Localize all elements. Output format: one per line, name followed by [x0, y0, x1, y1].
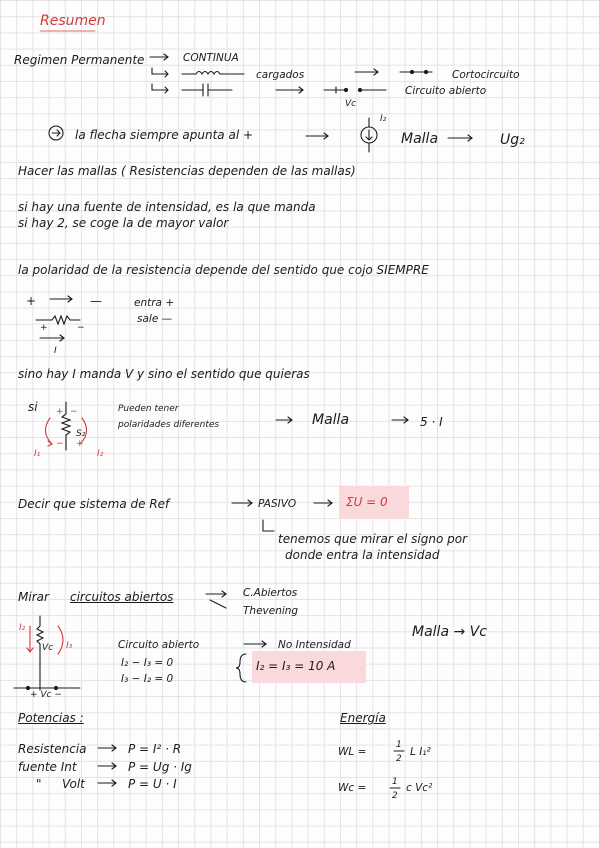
potencia-fuente-label: fuente Int	[18, 760, 77, 774]
flecha-arrow	[306, 133, 328, 139]
potencia-arrow-1	[98, 745, 116, 751]
regimen-label: Regimen Permanente	[14, 53, 145, 67]
c-abiertos-label: C.Abiertos	[243, 587, 298, 599]
mirar-i3-label: I₃	[66, 641, 73, 651]
fuente-line-2: si hay 2, se coge la de mayor valor	[18, 216, 229, 230]
wc-formula: c Vc²	[406, 782, 433, 794]
svg-text:+: +	[56, 407, 64, 417]
potencias-heading: Potencias :	[18, 711, 84, 725]
svg-text:−: −	[77, 323, 85, 333]
inductor-symbol	[182, 72, 244, 75]
plus-sign: +	[26, 294, 37, 308]
equation-brace	[236, 654, 246, 682]
i2-arrow	[27, 626, 33, 652]
si-arrow	[276, 417, 292, 423]
i2-label: I₂	[380, 114, 387, 124]
arrow-cargados	[355, 69, 378, 75]
si-label: si	[28, 400, 38, 414]
svg-text:−: −	[56, 439, 64, 449]
equation-2: I₃ − I₂ = 0	[121, 673, 174, 685]
si-result: 5 · I	[420, 415, 443, 429]
arrow-capacitor	[276, 87, 303, 93]
short-circuit-symbol	[400, 70, 432, 73]
mirar-resistor	[37, 616, 43, 662]
sino-line: sino hay I manda V y sino el sentido que quieras	[18, 367, 310, 381]
i1-label: I₁	[34, 449, 41, 459]
wl-half-num: 1	[396, 740, 402, 750]
pasivo-arrow	[314, 500, 332, 506]
mirar-vc-label: Vc	[42, 643, 54, 653]
wl-label: WL =	[338, 746, 367, 758]
cargados-label: cargados	[256, 69, 305, 81]
si-malla-label: Malla	[312, 412, 350, 428]
vc-polarity-label: + Vc −	[30, 690, 62, 700]
capacitor-symbol	[182, 84, 232, 96]
vc-label: Vc	[345, 99, 357, 109]
entra-label: entra +	[134, 297, 175, 309]
fuente-line-1: si hay una fuente de intensidad, es la que manda	[18, 200, 316, 214]
wl-half-den: 2	[396, 754, 402, 764]
equation-1: I₂ − I₃ = 0	[121, 657, 174, 669]
entra-arrow	[50, 296, 72, 302]
i3-arrow	[58, 626, 63, 654]
circuito-abierto-text: Circuito abierto	[118, 639, 200, 651]
tenemos-branch	[263, 520, 274, 531]
regimen-arrow-1	[150, 54, 168, 60]
potencia-resistencia-label: Resistencia	[18, 742, 87, 756]
malla-arrow-1	[448, 135, 472, 141]
tenemos-line-1: tenemos que mirar el signo por	[278, 532, 468, 546]
mirar-i2-label: I₂	[19, 623, 26, 633]
circuitos-abiertos-text: circuitos abiertos	[70, 590, 174, 604]
polaridad-line: la polaridad de la resistencia depende del sentido que cojo SIEMPRE	[18, 263, 429, 277]
no-intensidad-arrow	[244, 641, 266, 647]
cortocircuito-label: Cortocircuito	[452, 69, 520, 81]
flecha-text: la flecha siempre apunta al +	[75, 128, 254, 142]
energia-heading: Energía	[340, 711, 386, 725]
current-result: I₂ = I₃ = 10 A	[256, 659, 336, 673]
tenemos-line-2: donde entra la intensidad	[285, 548, 440, 562]
sum-formula: ΣU = 0	[346, 495, 388, 509]
potencia-resistencia-formula: P = I² · R	[128, 742, 182, 756]
potencia-volt-label: Volt	[62, 777, 85, 791]
malla-vc-label: Malla → Vc	[412, 624, 487, 640]
svg-text:+: +	[76, 439, 84, 449]
ug-label: Ug₂	[500, 132, 525, 148]
mallas-line: Hacer las mallas ( Resistencias dependen de las mallas)	[18, 164, 356, 178]
potencia-fuente-formula: P = Ug · Ig	[128, 760, 192, 774]
pueden-line-2: polaridades diferentes	[118, 420, 220, 430]
malla-label: Malla	[401, 131, 439, 147]
loop-arrow-left	[45, 418, 52, 444]
ref-arrow	[232, 500, 252, 506]
potencia-volt-formula: P = U · I	[128, 777, 177, 791]
wl-formula: L I₁²	[410, 746, 431, 758]
decir-text: Decir que sistema de Ref	[18, 497, 170, 511]
mirar-text: Mirar	[18, 590, 49, 604]
wc-label: Wc =	[338, 782, 367, 794]
potencia-arrow-3	[98, 780, 116, 786]
no-intensidad-text: No Intensidad	[278, 639, 351, 651]
svg-text:+: +	[40, 323, 48, 333]
pueden-line-1: Pueden tener	[118, 404, 179, 414]
current-i-label: I	[54, 346, 57, 356]
i2-label-red: I₂	[97, 449, 104, 459]
c-abiertos-arrow	[206, 591, 226, 597]
pasivo-label: PASIVO	[258, 498, 297, 510]
wc-half-num: 1	[392, 777, 398, 787]
sale-label: sale —	[137, 313, 173, 325]
current-arrow	[40, 335, 64, 341]
continua-label: CONTINUA	[183, 52, 239, 64]
potencia-arrow-2	[98, 763, 116, 769]
si-malla-arrow	[392, 417, 408, 423]
svg-text:−: −	[70, 407, 78, 417]
wc-half-den: 2	[392, 791, 398, 801]
thevening-label: Thevening	[243, 605, 299, 617]
thevening-arrow	[210, 600, 226, 608]
s2-label: S₂	[76, 429, 86, 439]
open-circuit-symbol	[324, 87, 386, 93]
branch-arrow-2	[152, 84, 168, 93]
branch-arrow-1	[152, 68, 168, 77]
ditto-mark: "	[36, 777, 42, 791]
minus-sign: —	[90, 294, 102, 308]
page-title: Resumen	[40, 13, 106, 29]
circuito-abierto-label: Circuito abierto	[405, 85, 487, 97]
